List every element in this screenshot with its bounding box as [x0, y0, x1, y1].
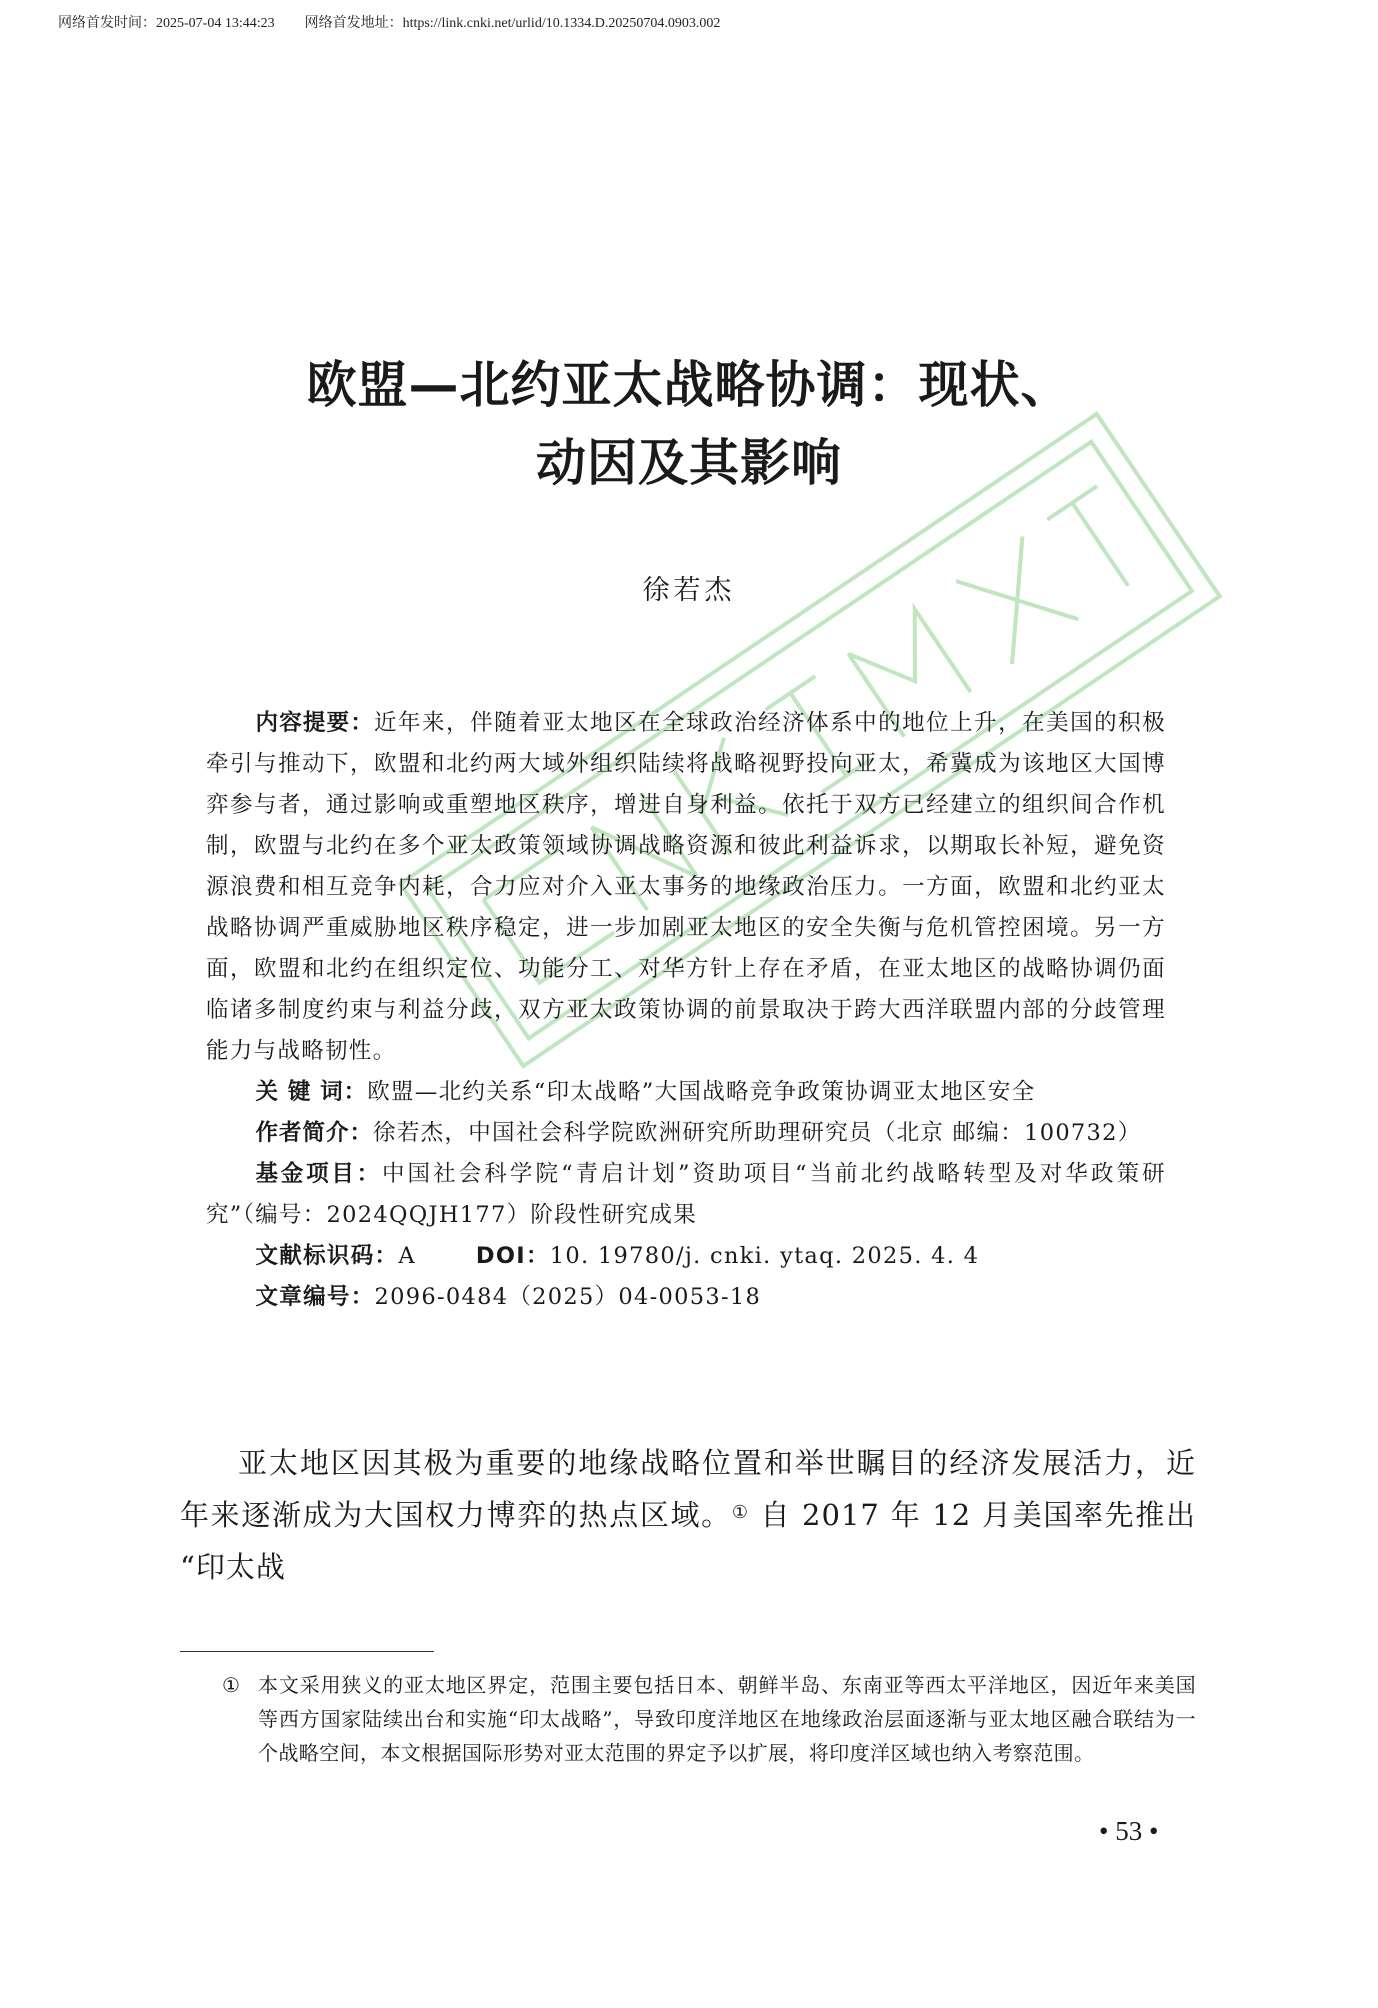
body-text	[180, 1437, 1196, 1593]
fund-project: 基金项目：中国社会科学院“青启计划”资助项目“当前北约战略转型及对华政策研究”（编号：2024QQJH177）阶段性研究成果	[206, 1161, 1166, 1228]
doc-code-value: A	[398, 1243, 416, 1269]
keywords-label: 关 键 词	[255, 1079, 344, 1105]
keyword: “印太战略”	[533, 1079, 655, 1105]
abstract-text: 近年来，伴随着亚太地区在全球政治经济体系中的地位上升，在美国的积极牵引与推动下，欧盟和北约两大域外组织陆续将战略视野投向亚太，希冀成为该地区大国博弈参与者，通过影响或重塑地区秩序，增进自身利益。依托于双方已经建立的组织间合作机制，欧盟与北约在多个亚太政策领域协调战略资源和彼此利益诉求，以期取长补短，避免资源浪费和相互竞争内耗，合力应对介入亚太事务的地缘政治压力。一方面，欧盟和北约亚太战略协调严重威胁地区秩序稳定，进一步加剧亚太地区的安全失衡与危机管控困境。另一方面，欧盟和北约在组织定位、功能分工、对华方针上存在矛盾，在亚太地区的战略协调仍面临诸多制度约束与利益分歧，双方亚太政策协调的前景取决于跨大西洋联盟内部的分歧管理能力与战略韧性。	[206, 710, 1166, 1064]
title-line-2: 动因及其影响	[536, 434, 842, 492]
author-intro-label: 作者简介	[255, 1120, 350, 1146]
doc-code-label: 文献标识码	[255, 1243, 375, 1269]
footnote-divider	[180, 1651, 434, 1652]
footnote-reference[interactable]: ①	[731, 1502, 750, 1523]
author-name: 徐若杰	[642, 575, 736, 606]
doc-identifier: 文献标识码：A DOI：10. 19780/j. cnki. ytaq. 2025. 4. 4	[255, 1243, 980, 1269]
publish-time: 网络首发时间：2025-07-04 13:44:23	[58, 16, 275, 31]
abstract: 内容提要：近年来，伴随着亚太地区在全球政治经济体系中的地位上升，在美国的积极牵引与推动下，欧盟和北约两大域外组织陆续将战略视野投向亚太，希冀成为该地区大国博弈参与者，通过影响或重塑地区秩序，增进自身利益。依托于双方已经建立的组织间合作机制，欧盟与北约在多个亚太政策领域协调战略资源和彼此利益诉求，以期取长补短，避免资源浪费和相互竞争内耗，合力应对介入亚太事务的地缘政治压力。一方面，欧盟和北约亚太战略协调严重威胁地区秩序稳定，进一步加剧亚太地区的安全失衡与危机管控困境。另一方面，欧盟和北约在组织定位、功能分工、对华方针上存在矛盾，在亚太地区的战略协调仍面临诸多制度约束与利益分歧，双方亚太政策协调的前景取决于跨大西洋联盟内部的分歧管理能力与战略韧性。	[206, 710, 1166, 1064]
footnote	[222, 1668, 1196, 1770]
fund-text: 中国社会科学院“青启计划”资助项目“当前北约战略转型及对华政策研究”（编号：2024QQJH177）阶段性研究成果	[206, 1161, 1166, 1228]
abstract-label: 内容提要	[255, 710, 351, 736]
publication-header	[58, 12, 720, 32]
body-paragraph: 亚太地区因其极为重要的地缘战略位置和举世瞩目的经济发展活力，近年来逐渐成为大国权力博弈的热点区域。① 自 2017 年 12 月美国率先推出 “印太战	[180, 1446, 1196, 1584]
author-intro-text: 徐若杰，中国社会科学院欧洲研究所助理研究员（北京 邮编：100732）	[373, 1120, 1142, 1146]
author-intro: 作者简介：徐若杰，中国社会科学院欧洲研究所助理研究员（北京 邮编：100732）	[255, 1120, 1142, 1146]
keyword: 欧盟—北约关系	[367, 1079, 534, 1105]
abstract-block	[206, 703, 1166, 1318]
article-no-label: 文章编号	[255, 1284, 351, 1310]
keyword: 大国战略竞争	[654, 1079, 798, 1105]
article-no-value: 2096-0484（2025）04-0053-18	[374, 1284, 762, 1310]
keywords: 关 键 词：欧盟—北约关系“印太战略”大国战略竞争政策协调亚太地区安全	[255, 1079, 1036, 1105]
keyword: 政策协调	[797, 1079, 893, 1105]
article-title	[0, 346, 1378, 502]
publish-url[interactable]: 网络首发地址：https://link.cnki.net/urlid/10.1334.D.20250704.0903.002	[304, 16, 721, 31]
article-number: 文章编号：2096-0484（2025）04-0053-18	[255, 1284, 762, 1310]
doi-value[interactable]: 10. 19780/j. cnki. ytaq. 2025. 4. 4	[549, 1243, 980, 1269]
doi-label: DOI	[475, 1243, 526, 1269]
keyword: 亚太地区安全	[892, 1079, 1036, 1105]
fund-label: 基金项目	[255, 1161, 357, 1187]
title-line-1: 欧盟—北约亚太战略协调：现状、	[306, 356, 1072, 414]
footnote-mark: ①	[222, 1673, 240, 1697]
page-number: • 53 •	[1099, 1816, 1159, 1846]
footnote-text: 本文采用狭义的亚太地区界定，范围主要包括日本、朝鲜半岛、东南亚等西太平洋地区，因近年来美国等西方国家陆续出台和实施“印太战略”，导致印度洋地区在地缘政治层面逐渐与亚太地区融合联结为一个战略空间，本文根据国际形势对亚太范围的界定予以扩展，将印度洋区域也纳入考察范围。	[258, 1673, 1196, 1765]
